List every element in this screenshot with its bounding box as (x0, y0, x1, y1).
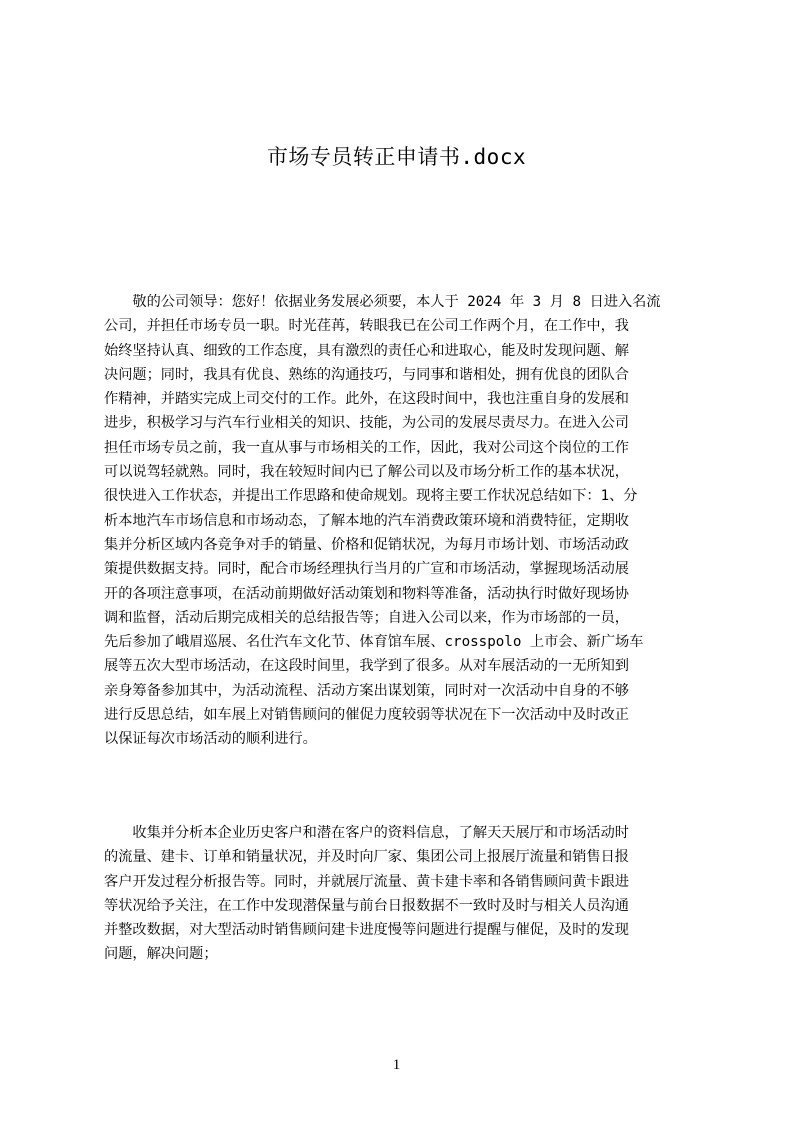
paragraph-line: 很快进入工作状态，并提出工作思路和使命规划。现将主要工作状况总结如下：1、分 (104, 488, 638, 505)
paragraph-line: 收集并分析本企业历史客户和潜在客户的资料信息，了解天天展厅和市场活动时 (104, 825, 629, 841)
paragraph-line: 担任市场专员之前，我一直从事与市场相关的工作，因此，我对公司这个岗位的工作 (104, 439, 629, 456)
document-title: 市场专员转正申请书.docx (266, 145, 527, 169)
paragraph-line: 集并分析区域内各竞争对手的销量、价格和促销状况，为每月市场计划、市场活动政 (104, 536, 629, 553)
paragraph-line: 敬的公司领导：您好！依据业务发展必须要，本人于 2024 年 3 月 8 日进入名流 (104, 294, 661, 310)
paragraph-line: 策提供数据支持。同时，配合市场经理执行当月的广宣和市场活动，掌握现场活动展 (104, 561, 629, 578)
paragraph-line: 并整改数据，对大型活动时销售顾问建卡进度慢等问题进行提醒与催促，及时的发现 (104, 922, 629, 939)
paragraph-line: 进行反思总结，如车展上对销售顾问的催促力度较弱等状况在下一次活动中及时改正 (104, 707, 629, 724)
body-paragraph-1 (104, 290, 698, 752)
paragraph-line: 进步，积极学习与汽车行业相关的知识、技能，为公司的发展尽责尽力。在进入公司 (104, 415, 629, 432)
paragraph-line: 开的各项注意事项，在活动前期做好活动策划和物料等准备，活动执行时做好现场协 (104, 585, 629, 602)
body-paragraph-2 (104, 821, 698, 967)
paragraph-line: 问题，解决问题； (104, 946, 218, 963)
paragraph-line: 的流量、建卡、订单和销量状况，并及时向厂家、集团公司上报展厅流量和销售日报 (104, 849, 629, 866)
paragraph-line: 调和监督，活动后期完成相关的总结报告等；自进入公司以来，作为市场部的一员， (104, 609, 629, 626)
paragraph-line: 公司，并担任市场专员一职。时光荏苒，转眼我已在公司工作两个月，在工作中，我 (104, 318, 629, 335)
paragraph-line: 客户开发过程分析报告等。同时，并就展厅流量、黄卡建卡率和各销售顾问黄卡跟进 (104, 873, 629, 890)
paragraph-line: 等状况给予关注，在工作中发现潜保量与前台日报数据不一致时及时与相关人员沟通 (104, 897, 629, 914)
paragraph-line: 析本地汽车市场信息和市场动态，了解本地的汽车消费政策环境和消费特征，定期收 (104, 512, 629, 529)
paragraph-line: 可以说驾轻就熟。同时，我在较短时间内已了解公司以及市场分析工作的基本状况， (104, 464, 629, 481)
paragraph-line: 决问题；同时，我具有优良、熟练的沟通技巧，与同事和谐相处，拥有优良的团队合 (104, 366, 629, 383)
paragraph-line: 始终坚持认真、细致的工作态度，具有激烈的责任心和进取心，能及时发现问题、解 (104, 342, 629, 359)
paragraph-line: 展等五次大型市场活动，在这段时间里，我学到了很多。从对车展活动的一无所知到 (104, 658, 629, 675)
paragraph-line: 作精神，并踏实完成上司交付的工作。此外，在这段时间中，我也注重自身的发展和 (104, 391, 629, 408)
paragraph-line: 亲身筹备参加其中，为活动流程、活动方案出谋划策，同时对一次活动中自身的不够 (104, 682, 629, 699)
paragraph-line: 先后参加了峨眉巡展、名仕汽车文化节、体育馆车展、crosspolo 上市会、新广场车 (104, 634, 644, 651)
paragraph-line: 以保证每次市场活动的顺利进行。 (104, 731, 317, 748)
page-number: 1 (392, 1057, 401, 1073)
